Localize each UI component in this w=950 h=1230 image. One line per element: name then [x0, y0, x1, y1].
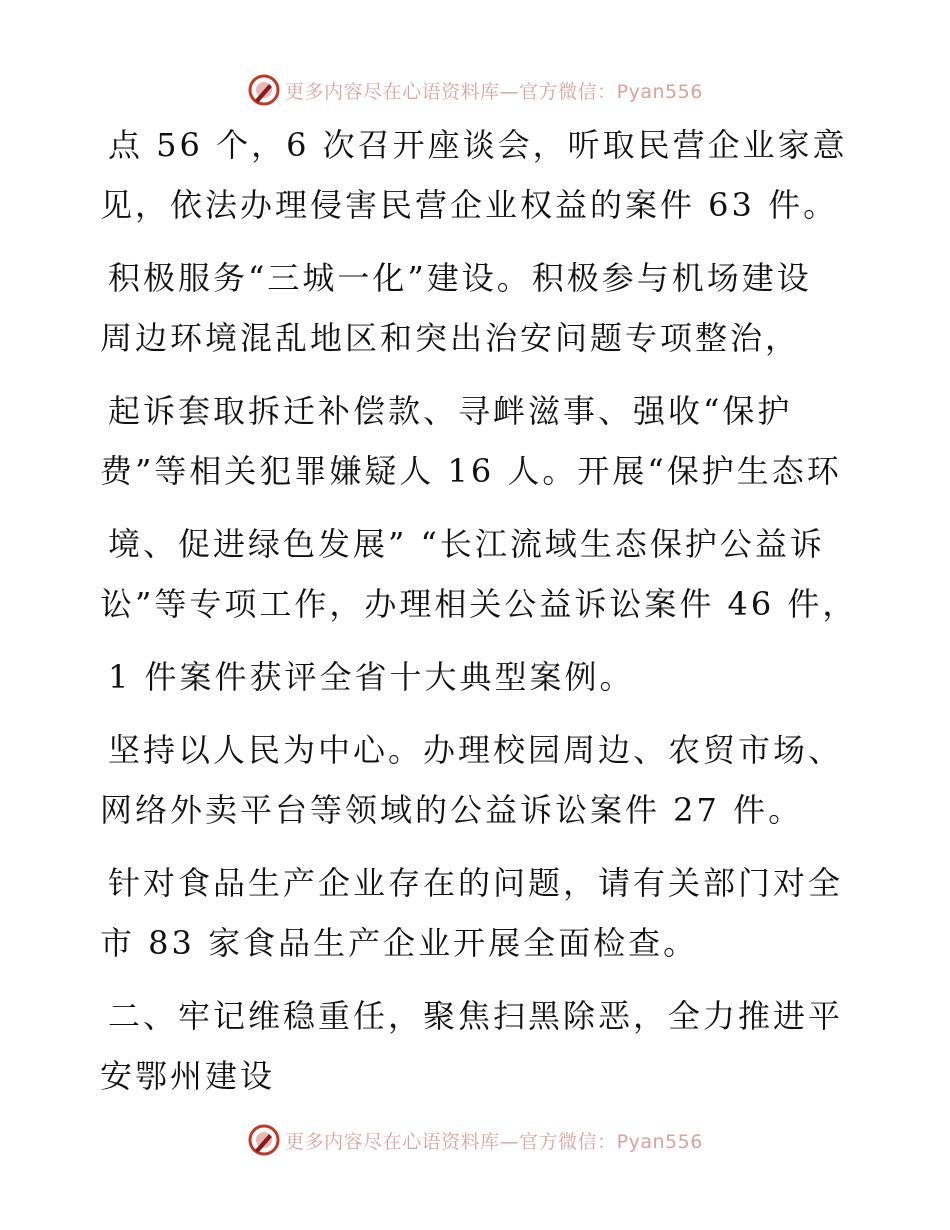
header-watermark-text: 更多内容尽在心语资料库—官方微信：Pyan556	[285, 80, 703, 103]
text-line: 起诉套取拆迁补偿款、寻衅滋事、强收“保护	[108, 392, 793, 430]
text-line: 坚持以人民为中心。办理校园周边、农贸市场、	[108, 731, 844, 769]
text-line: 见，依法办理侵害民营企业权益的案件 63 件。	[100, 186, 839, 224]
text-line: 网络外卖平台等领域的公益诉讼案件 27 件。	[100, 791, 804, 829]
text-line: 市 83 家食品生产企业开展全面检查。	[100, 924, 699, 962]
text-line: 讼”等专项工作，办理相关公益诉讼案件 46 件，	[100, 585, 858, 623]
footer-watermark-text: 更多内容尽在心语资料库—官方微信：Pyan556	[285, 1130, 703, 1153]
text-line: 针对食品生产企业存在的问题，请有关部门对全	[108, 864, 844, 902]
text-line: 周边环境混乱地区和突出治安问题专项整治，	[100, 319, 801, 357]
pen-logo-icon	[247, 1123, 281, 1157]
footer-watermark-banner	[0, 1120, 950, 1160]
text-line: 积极服务“三城一化”建设。积极参与机场建设	[108, 259, 812, 297]
text-line: 费”等相关犯罪嫌疑人 16 人。开展“保护生态环	[100, 452, 842, 490]
text-line: 点 56 个，6 次召开座谈会，听取民营企业家意	[108, 126, 848, 164]
text-line: 1 件案件获评全省十大典型案例。	[108, 658, 635, 696]
text-line: 境、促进绿色发展” “长江流域生态保护公益诉	[108, 525, 825, 563]
section-heading-line: 安鄂州建设	[100, 1057, 276, 1095]
section-heading-line: 二、牢记维稳重任，聚焦扫黑除恶，全力推进平	[108, 997, 844, 1035]
